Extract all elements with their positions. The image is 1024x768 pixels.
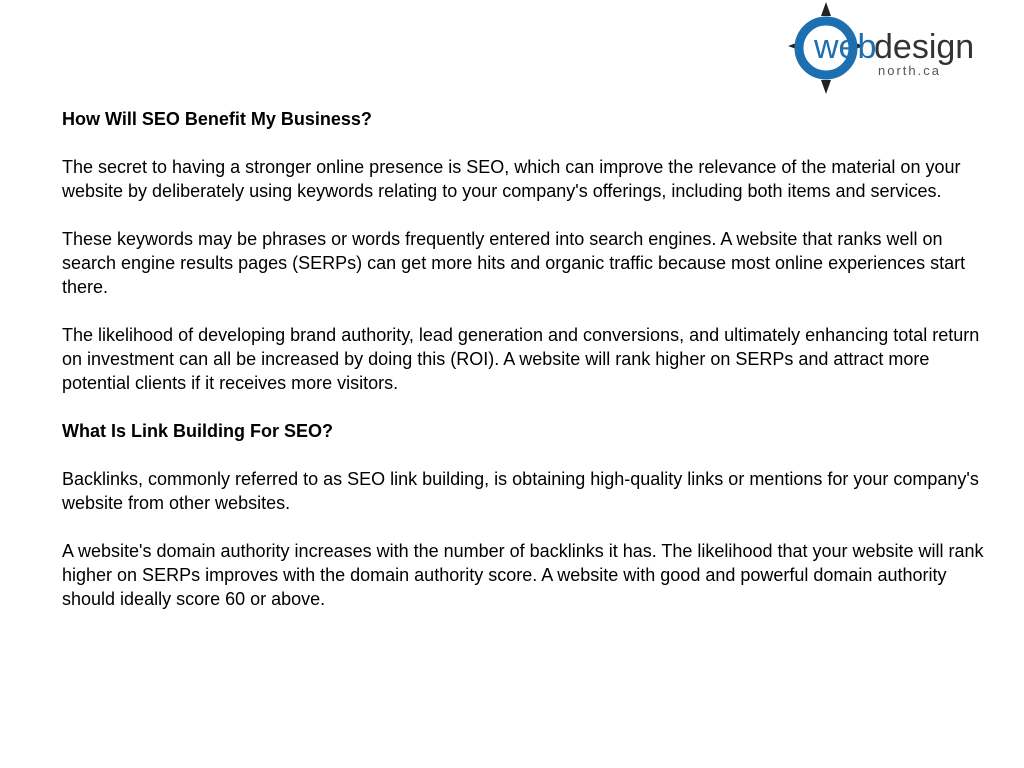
logo-subtext: north.ca bbox=[878, 63, 941, 78]
section-heading-seo-benefit: How Will SEO Benefit My Business? bbox=[62, 109, 372, 129]
paragraph: These keywords may be phrases or words frequently entered into search engines. A website that ranks well on search engine results pages (SERPs) can get more hits and organic traffic because most online experiences start there. bbox=[62, 229, 966, 297]
logo-graphic bbox=[786, 0, 996, 96]
webdesign-north-logo bbox=[786, 0, 996, 96]
logo-word-design: design bbox=[874, 28, 975, 66]
logo-word-web: web bbox=[814, 28, 877, 66]
article-body bbox=[62, 107, 992, 611]
paragraph: A website's domain authority increases with the number of backlinks it has. The likelihood that your website will rank higher on SERPs improves with the domain authority score. A website with good and powerful domain authority should ideally score 60 or above. bbox=[62, 541, 984, 609]
paragraph: Backlinks, commonly referred to as SEO link building, is obtaining high-quality links or mentions for your company's website from other websites. bbox=[62, 469, 979, 513]
section-heading-link-building: What Is Link Building For SEO? bbox=[62, 421, 333, 441]
paragraph: The likelihood of developing brand authority, lead generation and conversions, and ultimately enhancing total return on investment can all be increased by doing this (ROI). A website will rank higher on SERPs and attract more potential clients if it receives more visitors. bbox=[62, 325, 980, 393]
paragraph: The secret to having a stronger online presence is SEO, which can improve the relevance of the material on your website by deliberately using keywords relating to your company's offerings, including both items and services. bbox=[62, 157, 961, 201]
